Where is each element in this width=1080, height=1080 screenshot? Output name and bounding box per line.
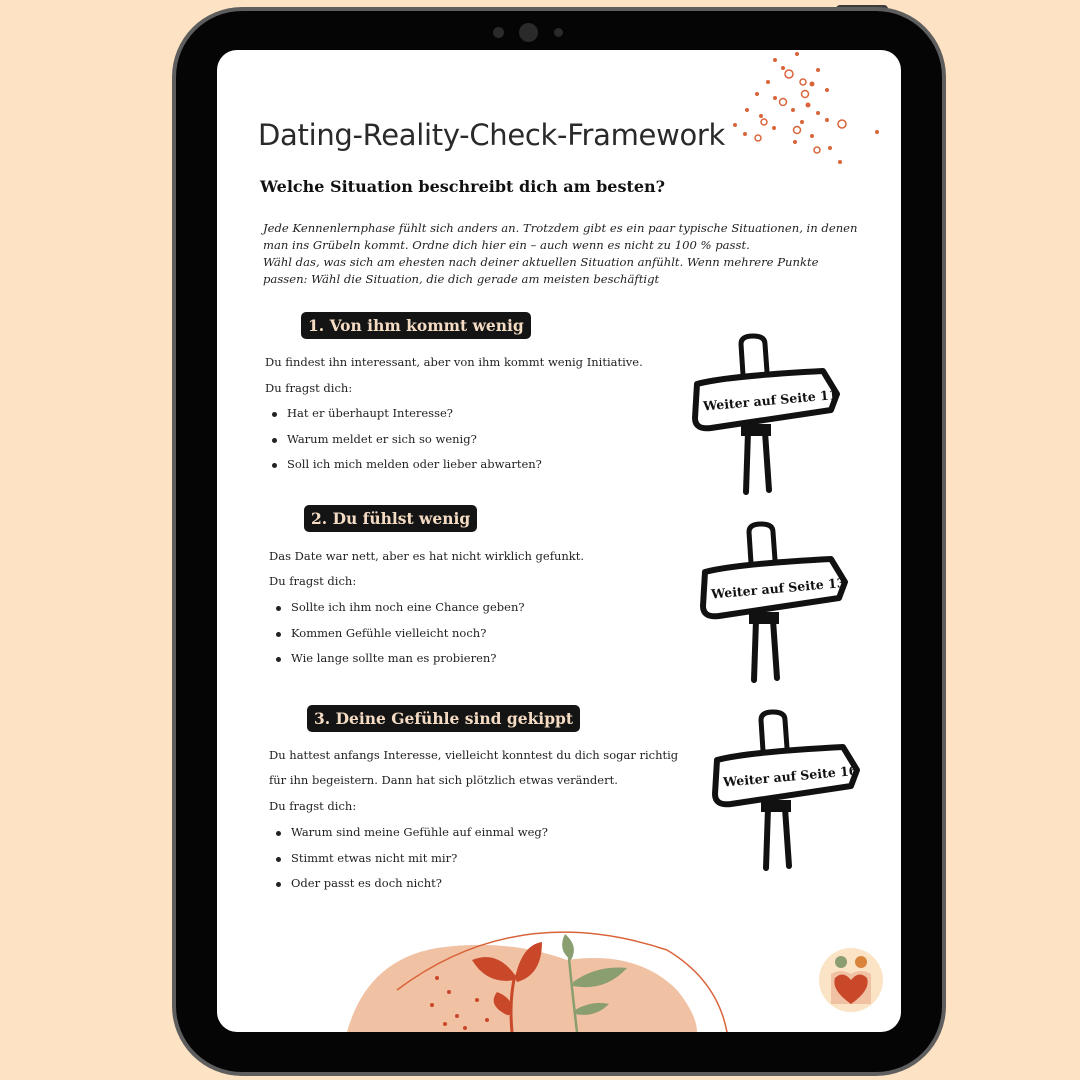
section-2-question-list bbox=[267, 600, 525, 677]
section-1-heading: 1. Von ihm kommt wenig bbox=[301, 312, 531, 339]
section-1-question-intro: Du fragst dich: bbox=[265, 381, 353, 395]
section-1-paragraph: Du findest ihn interessant, aber von ihm kommt wenig Initiative. bbox=[265, 355, 643, 369]
signpost-icon bbox=[695, 520, 875, 690]
list-item: Warum meldet er sich so wenig? bbox=[263, 432, 542, 458]
dots-decoration-icon bbox=[717, 50, 901, 175]
list-item: Hat er überhaupt Interesse? bbox=[263, 406, 542, 432]
intro-text bbox=[263, 220, 863, 288]
camera-icon bbox=[519, 23, 538, 42]
section-3-question-list bbox=[267, 825, 548, 902]
list-item: Warum sind meine Gefühle auf einmal weg? bbox=[267, 825, 548, 851]
section-3-paragraph-line: für ihn begeistern. Dann hat sich plötzlich etwas verändert. bbox=[269, 773, 618, 787]
section-1-question-list bbox=[263, 406, 542, 483]
section-3-question-intro: Du fragst dich: bbox=[269, 799, 357, 813]
signpost-icon bbox=[687, 332, 867, 502]
section-2-heading: 2. Du fühlst wenig bbox=[304, 505, 477, 532]
section-2-paragraph: Das Date war nett, aber es hat nicht wirklich gefunkt. bbox=[269, 549, 585, 563]
signpost-icon bbox=[707, 708, 887, 878]
section-3-paragraph bbox=[269, 743, 678, 793]
plant-decoration-icon bbox=[337, 920, 757, 1032]
intro-paragraph: Jede Kennenlernphase fühlt sich anders an. Trotzdem gibt es ein paar typische Situationen, in denen man ins Grübeln kommt. Ordne dich hier ein – auch wenn es nicht zu 100 % passt. bbox=[263, 221, 858, 252]
tablet-screen bbox=[217, 50, 901, 1032]
light-sensor-icon bbox=[554, 28, 563, 37]
page-title: Dating-Reality-Check-Framework bbox=[258, 118, 726, 152]
section-3-paragraph-line: Du hattest anfangs Interesse, vielleicht konntest du dich sogar richtig bbox=[269, 748, 679, 762]
list-item: Wie lange sollte man es probieren? bbox=[267, 651, 525, 677]
page-subtitle: Welche Situation beschreibt dich am besten? bbox=[260, 177, 666, 196]
list-item: Soll ich mich melden oder lieber abwarten? bbox=[263, 457, 542, 483]
sensor-icon bbox=[493, 27, 504, 38]
list-item: Sollte ich ihm noch eine Chance geben? bbox=[267, 600, 525, 626]
list-item: Kommen Gefühle vielleicht noch? bbox=[267, 626, 525, 652]
intro-paragraph: Wähl das, was sich am ehesten nach deiner aktuellen Situation anfühlt. Wenn mehrere Punkte passen: Wähl die Situation, die dich gerade am meisten beschäftigt bbox=[263, 255, 819, 286]
couple-heart-logo-icon bbox=[817, 946, 885, 1014]
signpost-label: Weiter auf Seite 16 bbox=[722, 762, 858, 790]
section-2-question-intro: Du fragst dich: bbox=[269, 574, 357, 588]
list-item: Stimmt etwas nicht mit mir? bbox=[267, 851, 548, 877]
signpost-label: Weiter auf Seite 11 bbox=[702, 386, 838, 414]
signpost-label: Weiter auf Seite 13 bbox=[710, 574, 846, 602]
list-item: Oder passt es doch nicht? bbox=[267, 876, 548, 902]
section-3-heading: 3. Deine Gefühle sind gekippt bbox=[307, 705, 580, 732]
